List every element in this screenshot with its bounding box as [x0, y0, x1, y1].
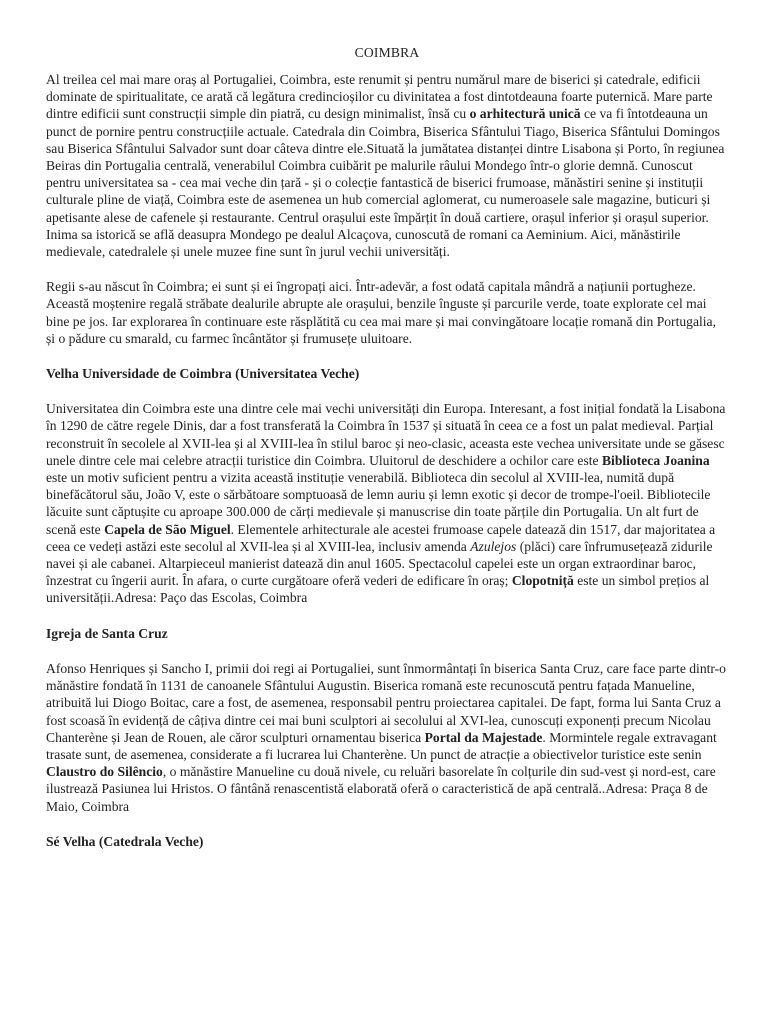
paragraph-kings — [46, 278, 728, 347]
text-run: , o mănăstire Manueline cu două nivele, cu reluări basorelate în colțurile din sud-vest și nord-est, care ilustrează Pasiunea lui Hristos. O fântână renascentistă elaborată oferă o caracteristică de apă centrală..Adresa: Praça 8 de Maio, Coimbra — [46, 764, 716, 814]
italic-term: Azulejos — [470, 538, 517, 554]
bold-term: Portal da Majestade — [424, 729, 543, 745]
paragraph-santa-cruz — [46, 660, 728, 815]
text-run: Regii s-au născut în Coimbra; ei sunt și ei îngropați aici. Într-adevăr, a fost odată capitala mândră a națiunii portugheze. Această moștenire regală străbate dealurile abrupte ale orașului, benzile înguste și parcurile verde, toate explorate cel mai bine pe jos. Iar explorarea în continuare este răsplătită cu cea mai mare și mai convingătoare locație romană din Portugalia, și o pădure cu smarald, cu farmec încântător și frumusețe uluitoare. — [46, 279, 716, 346]
text-run: Afonso Henriques și Sancho I, primii doi regi ai Portugaliei, sunt înmormântați în biserica Santa Cruz, care face parte dintr-o mănăstire fondată în 1131 de canoanele Sfântului Augustin. Biserica romană este recunoscută pentru fațada Manueline, atribuită lui Diogo Boitac, care a fost, de asemenea, responsabil pentru proiectarea capitalei. De fapt, forma lui Santa Cruz a fost scoasă în evidență de câțiva dintre cei mai buni sculptori ai secolului al XVI-lea, cunoscuți exponenți precum Nicolau Chanterène și Jean de Rouen, ale căror sculpturi ornamentau biserica — [46, 660, 726, 745]
section-heading-se-velha: Sé Velha (Catedrala Veche) — [46, 833, 204, 849]
paragraph-intro — [46, 71, 728, 260]
bold-term: o arhitectură unică — [469, 106, 581, 122]
section-heading-santa-cruz: Igreja de Santa Cruz — [46, 625, 168, 641]
paragraph-university — [46, 400, 728, 606]
bold-term: Claustro do Silêncio — [46, 764, 163, 780]
text-run: (plăci) care înfrumusețează zidurile navei și ale cabanei. Altarpieceul manierist datează din anul 1605. Spectacolul capelei este un organ extraordinar baroc, înzestrat cu îngerii aurit. În afara, o curte curgătoare oferă vederi de edificare în oraș; — [46, 538, 713, 589]
text-run: este un motiv suficient pentru a vizita această instituție venerabilă. Biblioteca din secolul al XVIII-lea, numită după binefăcătorul său, João V, este o sărbătoare somptuoasă de lemn auriu și lemn exotic și decor de trompe-l'oeil. Bibliotecile lăcuite sunt căptușite cu aproape 300.000 de cărți medievale și manuscrise din toate părțile din Portugalia. Un alt furt de scenă este — [46, 470, 711, 537]
document-title: COIMBRA — [354, 45, 420, 60]
text-run: Universitatea din Coimbra este una dintre cele mai vechi universități din Europa. Interesant, a fost inițial fondată la Lisabona în 1290 de către regele Dinis, dar a fost transferată la Coimbra în 1537 și situată în ceea ce a fost un palat medieval. Parțial reconstruit în secolele al XVII-lea și al XVIII-lea în stilul baroc și neo-clasic, aceasta este vechea universitate unde se găsesc unele dintre cele mai celebre atracții turistice din Coimbra. Uluitorul de deschidere a ochilor care este — [46, 401, 726, 468]
bold-term: Biblioteca Joanina — [601, 452, 710, 468]
text-run: ce va fi întotdeauna un punct de pornire pentru construcțiile actuale. Catedrala din Coimbra, Biserica Sfântului Tiago, Biserica Sfântului Domingos sau Biserica Sfântului Salvador sunt doar câteva dintre ele.Situată la jumătatea distanței dintre Lisabona și Porto, în regiunea Beiras din Portugalia centrală, venerabilul Coimbra cuibărit pe malurile râului Mondego într-o glorie demnă. Cunoscut pentru universitatea sa - cea mai veche din țară - și o colecție fantastică de biserici frumoase, mănăstiri senine și instituții culturale pline de viață, Coimbra este de asemenea un hub comercial aglomerat, cu numeroasele sale magazine, buticuri și apetisante alese de cafenele și restaurante. Centrul orașului este împărțit în două cartiere, orașul inferior și orașul superior. Inima sa istorică se află deasupra Mondego pe dealul Alcaçova, cunoscută de romani ca Aeminium. Aici, mănăstirile medievale, catedralele și unele muzee fine sunt în jurul vechii universități. — [46, 106, 725, 260]
bold-term: Capela de São Miguel — [104, 521, 231, 537]
text-run: . Elementele arhitecturale ale acestei frumoase capele datează din 1517, dar majoritatea a ceea ce vedeți astăzi este secolul al XVII-lea și al XVIII-lea, inclusiv amenda — [46, 521, 716, 554]
section-heading-university: Velha Universidade de Coimbra (Universitatea Veche) — [46, 366, 360, 382]
bold-term: Clopotniță — [511, 573, 574, 589]
text-run: . Mormintele regale extravagant trasate sunt, de asemenea, considerate a fi lucrarea lui Chanterène. Un punct de atracție a obiectivelor turistice este senin — [46, 729, 717, 762]
text-run: este un simbol prețios al universității.Adresa: Paço das Escolas, Coimbra — [46, 573, 710, 606]
text-run: Al treilea cel mai mare oraș al Portugaliei, Coimbra, este renumit și pentru numărul mare de biserici și catedrale, edificii dominate de spiritualitate, ce arată că legătura credincioșilor cu divinitatea a fost dintotdeauna foarte puternică. Mare parte dintre edificii sunt construcții simple din piatră, cu design minimalist, însă cu — [46, 72, 713, 122]
